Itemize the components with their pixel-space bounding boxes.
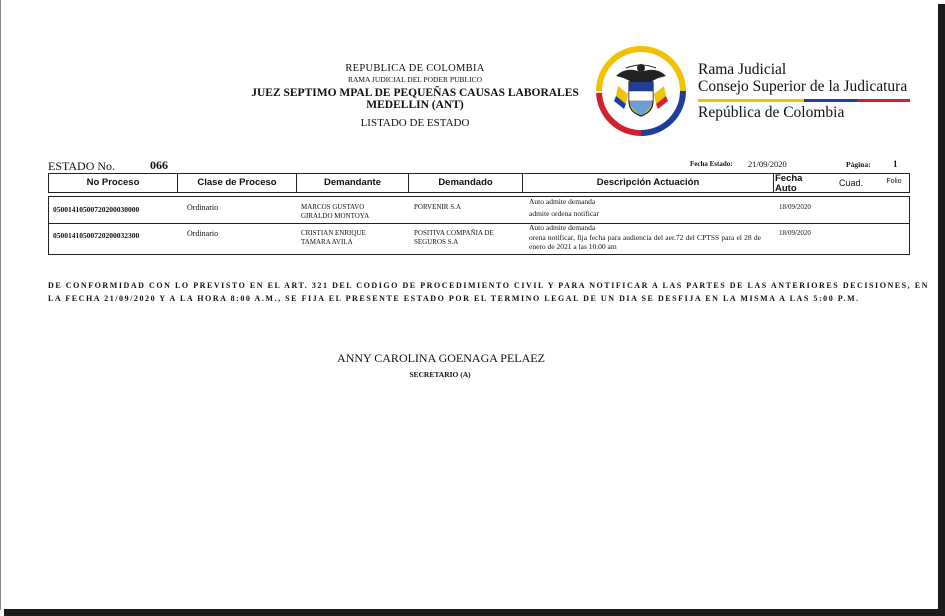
pagina-label: Página:	[846, 160, 871, 169]
col-header-proceso: No Proceso	[86, 177, 140, 188]
colombia-coat-of-arms-seal-icon	[596, 46, 686, 136]
signatory-role: SECRETARIO (A)	[409, 370, 471, 379]
row-demandado-line1: PORVENIR S.A	[414, 203, 461, 211]
brand-rama-judicial: Rama Judicial	[698, 61, 787, 78]
fecha-estado-value: 21/09/2020	[748, 159, 787, 169]
row-demandado-line1: POSITIVA COMPAÑIA DE	[414, 229, 494, 237]
row-proceso: 05001410500720200032300	[53, 231, 140, 240]
page-shadow-right	[938, 4, 945, 616]
col-header-descripcion: Descripción Actuación	[596, 177, 700, 188]
row-demandante-line2: GIRALDO MONTOYA	[301, 212, 370, 220]
header-country: REPUBLICA DE COLOMBIA	[345, 63, 485, 74]
row-fecha-auto: 18/09/2020	[779, 229, 811, 237]
row-clase: Ordinario	[187, 203, 219, 212]
col-divider	[773, 174, 774, 192]
signatory-name: ANNY CAROLINA GOENAGA PELAEZ	[337, 351, 545, 365]
brand-republica-colombia: República de Colombia	[698, 104, 845, 121]
row-demandante-line1: CRISTIAN ENRIQUE	[301, 229, 366, 237]
legal-notice-line1: DE CONFORMIDAD CON LO PREVISTO EN EL ART. 321 DEL CODIGO DE PROCEDIMIENTO CIVIL Y PARA NOTIFICAR A LAS PARTES DE LAS ANTERIORES DECISIONES, EN	[48, 281, 929, 290]
row-clase: Ordinario	[187, 229, 219, 238]
col-header-fecha-line1: Fecha	[775, 173, 803, 184]
pagina-value: 1	[893, 159, 898, 169]
table-body	[48, 196, 910, 255]
brand-tricolor-bar	[698, 99, 910, 102]
col-header-clase: Clase de Proceso	[197, 177, 277, 188]
col-header-cuad: Cuad.	[838, 178, 864, 188]
col-header-fecha-line2: Auto	[775, 183, 797, 194]
legal-notice	[48, 279, 929, 305]
row-proceso: 05001410500720200030000	[53, 205, 140, 214]
col-header-fecha-auto	[775, 174, 805, 192]
fecha-estado-label: Fecha Estado:	[690, 160, 733, 168]
page-edge-left	[0, 0, 1, 610]
row-descripcion-line1: Auto admite demanda	[529, 197, 596, 206]
row-descripcion-line2: orena notificar, fija fecha para audiencia del aer.72 del CPTSS para el 28 de enero de 2021 a las 10.00 am	[529, 233, 761, 251]
document-title: LISTADO DE ESTADO	[360, 117, 470, 129]
row-fecha-auto: 18/09/2020	[779, 203, 811, 211]
estado-number-value: 066	[150, 158, 168, 172]
row-demandante-line1: MARCOS GUSTAVO	[301, 203, 365, 211]
estado-number-label: ESTADO No.	[48, 159, 116, 173]
col-header-folio: Folio	[886, 178, 902, 185]
row-descripcion-line2: admite ordena notificar	[529, 209, 599, 218]
table-header	[48, 173, 910, 193]
row-descripcion-line1: Auto admite demanda	[529, 223, 596, 232]
col-header-demandado: Demandado	[438, 177, 493, 188]
header-city: MEDELLIN (ANT)	[366, 99, 464, 111]
header-branch: RAMA JUDICIAL DEL PODER PUBLICO	[347, 75, 483, 84]
row-demandado-line2: SEGUROS S.A	[414, 238, 459, 246]
row-divider	[49, 223, 909, 224]
page-shadow-bottom	[4, 609, 945, 616]
legal-notice-line2: LA FECHA 21/09/2020 Y A LA HORA 8:00 A.M., SE FIJA EL PRESENTE ESTADO POR EL TERMINO LEGAL DE UN DIA SE DESFIJA EN LA MISMA A LAS 5:00 P.M.	[48, 294, 860, 303]
brand-consejo-superior: Consejo Superior de la Judicatura	[698, 78, 908, 95]
col-header-demandante: Demandante	[323, 177, 381, 188]
row-demandante-line2: TAMARA AVILA	[301, 238, 353, 246]
header-court: JUEZ SEPTIMO MPAL DE PEQUEÑAS CAUSAS LABORALES	[251, 87, 579, 99]
